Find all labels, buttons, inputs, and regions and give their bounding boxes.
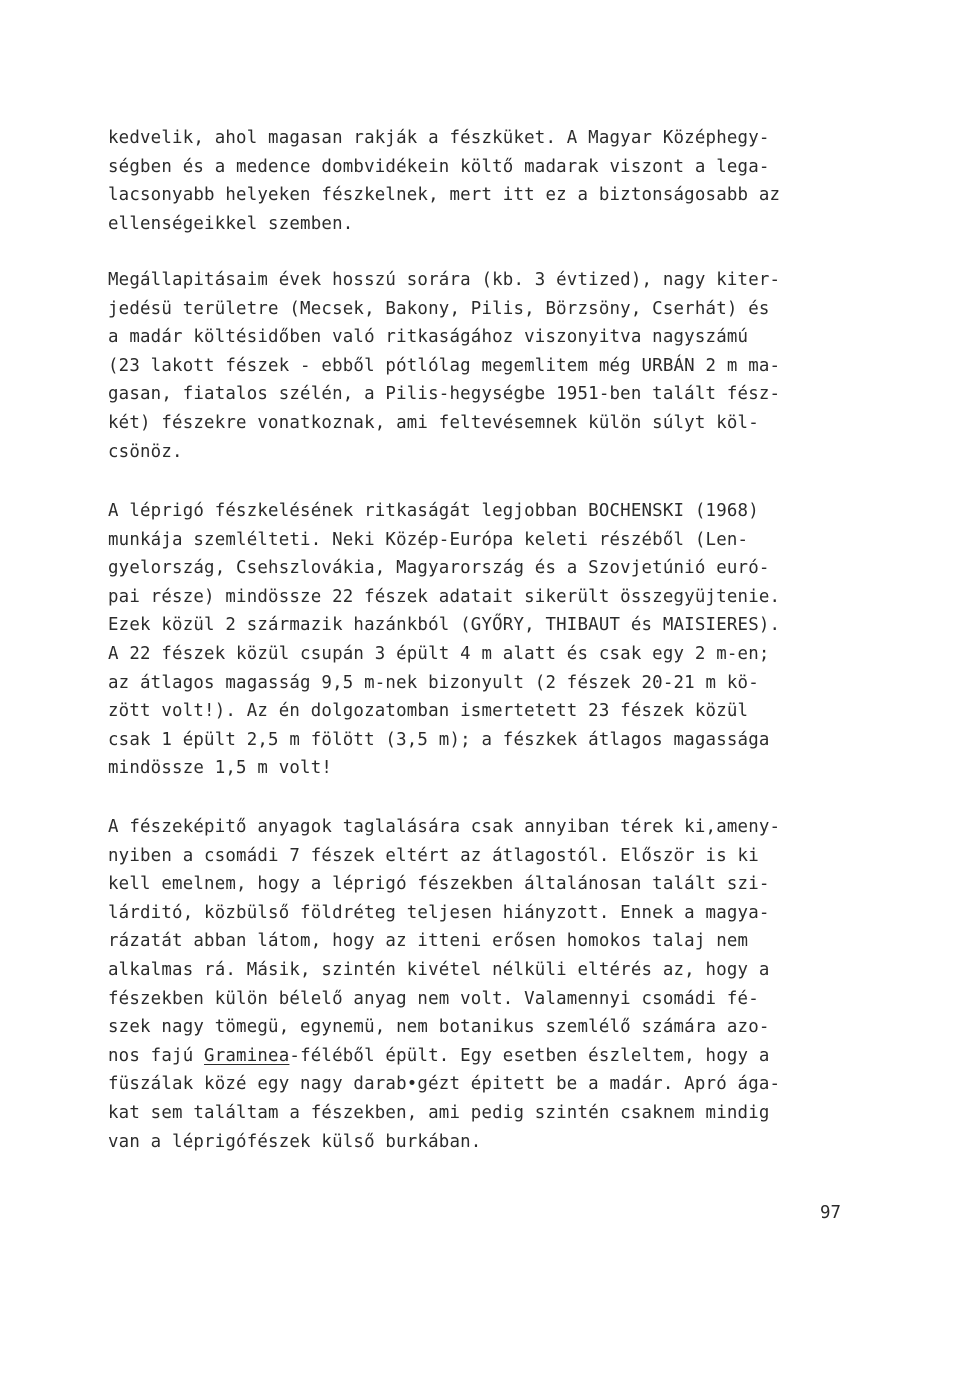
text-line: Ezek közül 2 származik hazánkból (GYŐRY, THIBAUT és MAISIERES). [108, 615, 781, 636]
text-line: gyelország, Csehszlovákia, Magyarország és a Szovjetúnió euró- [108, 558, 770, 579]
text-line: a madár költésidőben való ritkaságához viszonyitva nagyszámú [108, 327, 749, 348]
text-line: munkája szemlélteti. Neki Közép-Európa keleti részéből (Len- [108, 529, 749, 550]
text-line: zött volt!). Az én dolgozatomban ismertetett 23 fészek közül [108, 701, 749, 722]
text-line: (23 lakott fészek - ebből pótlólag megemlitem még URBÁN 2 m ma- [108, 355, 781, 376]
text-line: Megállapitásaim évek hosszú sorára (kb. 3 évtized), nagy kiter- [108, 270, 781, 290]
text-line: A fészeképitő anyagok taglalására csak annyiban térek ki,ameny- [108, 817, 781, 837]
text-segment: -féléből épült. Egy esetben észleltem, hogy a [289, 1045, 770, 1066]
text-line: van a léprigófészek külső burkában. [108, 1131, 482, 1152]
paragraph-2 [108, 266, 858, 466]
text-line: szek nagy tömegü, egynemü, nem botanikus szemlélő számára azo- [108, 1017, 770, 1038]
text-line: nyiben a csomádi 7 fészek eltért az átlagostól. Először is ki [108, 845, 759, 866]
paragraph-4 [108, 813, 858, 1156]
text-line: jedésü területre (Mecsek, Bakony, Pilis, Börzsöny, Cserhát) és [108, 298, 770, 319]
page-number: 97 [820, 1203, 841, 1223]
text-line: fészekben külön bélelő anyag nem volt. Valamennyi csomádi fé- [108, 988, 759, 1009]
paragraph-1 [108, 124, 858, 238]
text-line: két) fészekre vonatkoznak, ami feltevésemnek külön súlyt köl- [108, 412, 759, 433]
text-line: A 22 fészek közül csupán 3 épült 4 m alatt és csak egy 2 m-en; [108, 643, 770, 664]
underlined-taxon-name: Graminea [204, 1045, 290, 1066]
text-line: csönöz. [108, 441, 183, 462]
text-line: az átlagos magasság 9,5 m-nek bizonyult (2 fészek 20-21 m kö- [108, 672, 759, 693]
text-line: kell emelnem, hogy a léprigó fészekben általánosan talált szi- [108, 874, 770, 895]
text-line: ségben és a medence dombvidékein költő madarak viszont a lega- [108, 156, 770, 177]
text-line: pai része) mindössze 22 fészek adatait sikerült összegyüjtenie. [108, 586, 781, 607]
text-line: kedvelik, ahol magasan rakják a fészküket. A Magyar Középhegy- [108, 128, 770, 148]
text-line: rázatát abban látom, hogy az itteni erősen homokos talaj nem [108, 931, 749, 952]
text-line-with-taxon [108, 1042, 858, 1071]
paragraph-3 [108, 497, 858, 783]
text-line: gasan, fiatalos szélén, a Pilis-hegységbe 1951-ben talált fész- [108, 384, 781, 405]
text-line: mindössze 1,5 m volt! [108, 758, 333, 779]
text-line: csak 1 épült 2,5 m fölött (3,5 m); a fészkek átlagos magassága [108, 729, 770, 750]
text-segment: nos fajú [108, 1045, 205, 1066]
text-line: lacsonyabb helyeken fészkelnek, mert itt ez a biztonságosabb az [108, 185, 781, 206]
text-line: lárditó, közbülső földréteg teljesen hiányzott. Ennek a magya- [108, 902, 770, 923]
text-line: alkalmas rá. Másik, szintén kivétel nélküli eltérés az, hogy a [108, 959, 770, 980]
text-line: kat sem találtam a fészekben, ami pedig szintén csaknem mindig [108, 1102, 770, 1123]
text-line: ellenségeikkel szemben. [108, 213, 354, 234]
text-line: füszálak közé egy nagy darab•gézt épitett be a madár. Apró ága- [108, 1074, 781, 1095]
text-line: A léprigó fészkelésének ritkaságát legjobban BOCHENSKI (1968) [108, 501, 759, 521]
